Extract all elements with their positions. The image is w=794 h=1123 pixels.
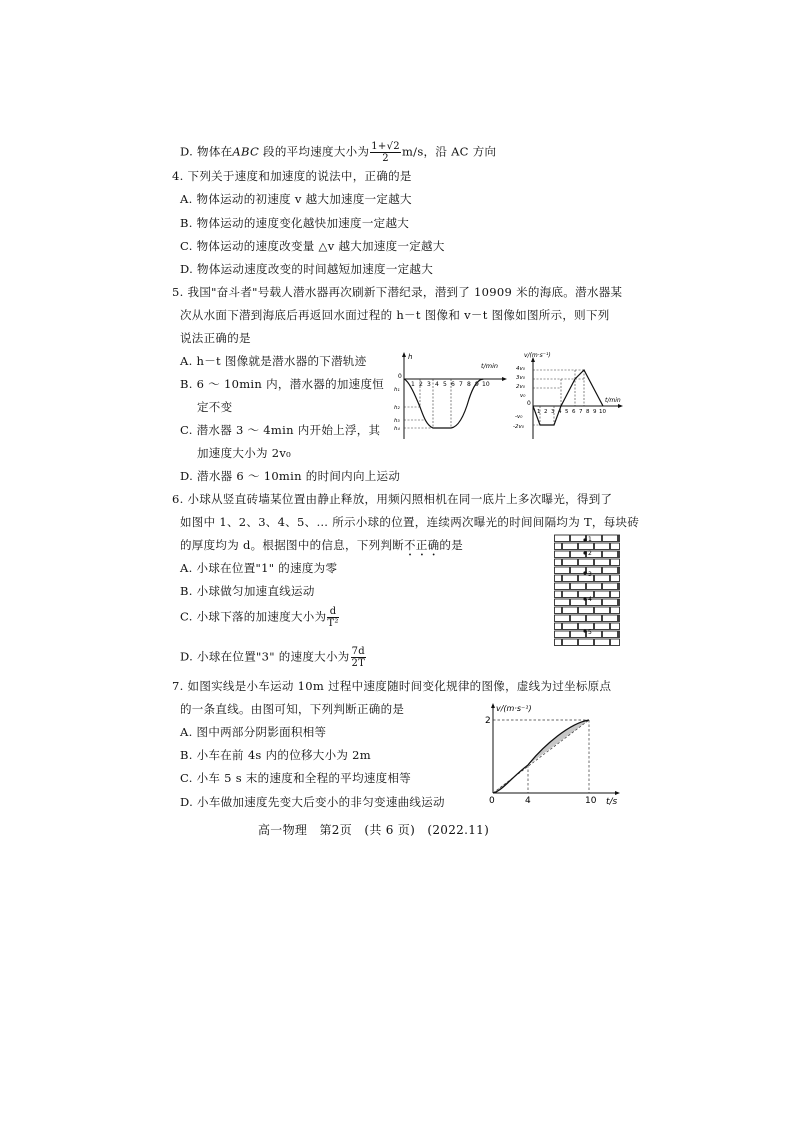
q7-dashed-line (493, 720, 589, 793)
q6-stem-line2: 如图中 1、2、3、4、5、… 所示小球的位置，连续两次曝光的时间间隔均为 T，每块砖 (180, 515, 640, 529)
brick (555, 623, 562, 630)
vt-t-axis-label: t/min (605, 397, 621, 404)
brick (555, 631, 570, 638)
ball-label-5: 5 (588, 629, 592, 636)
q5-option-c: C. 潜水器 3 ～ 4min 内开始上浮，其 (180, 423, 381, 437)
q4-stem: 4. 下列关于速度和加速度的说法中，正确的是 (172, 169, 412, 183)
q5-option-a: A. h－t 图像就是潜水器的下潜轨迹 (180, 354, 367, 368)
ball-label-1: 1 (588, 536, 592, 543)
brick (563, 543, 578, 550)
brick (587, 583, 602, 590)
brick-wall (555, 535, 620, 646)
brick (611, 639, 620, 646)
q4-option-b: B. 物体运动的速度变化越快加速度一定越大 (180, 216, 410, 230)
vt-label-neg-v0: -v₀ (515, 414, 523, 420)
brick (555, 583, 570, 590)
vt-label-neg-2v0: -2v₀ (513, 424, 524, 430)
q6-d-fraction: $\frac{7d}{2T}$ (351, 646, 366, 669)
ht-origin: 0 (398, 373, 402, 380)
ht-label-h3: h₃ (394, 418, 400, 424)
vt-tick-4: 4 (558, 409, 562, 415)
ball-position-1 (583, 538, 586, 541)
q5-stem-line3: 说法正确的是 (180, 331, 251, 345)
brick (571, 535, 586, 542)
ball-position-2 (583, 551, 586, 554)
brick (595, 639, 610, 646)
brick (555, 591, 562, 598)
brick (611, 575, 620, 582)
brick (579, 607, 594, 614)
brick (603, 551, 618, 558)
brick (555, 607, 562, 614)
brick (619, 631, 620, 638)
vt-curve (533, 370, 603, 425)
brick (571, 631, 586, 638)
brick (611, 623, 620, 630)
q5-option-b-cont: 定不变 (197, 400, 233, 414)
brick (563, 559, 578, 566)
brick (619, 551, 620, 558)
brick (555, 551, 570, 558)
brick-wall-figure (553, 533, 623, 649)
q7-v-tick-2: 2 (485, 716, 491, 726)
vt-tick-6: 6 (572, 409, 576, 415)
brick (611, 607, 620, 614)
brick (563, 607, 578, 614)
brick (571, 599, 586, 606)
q7-vt-graph (482, 701, 630, 807)
brick (555, 535, 570, 542)
vt-tick-3: 3 (551, 409, 555, 415)
q7-option-d: D. 小车做加速度先变大后变小的非匀变速曲线运动 (180, 795, 445, 809)
q6-stem-line3: 的厚度均为 d。根据图中的信息，下列判断不正确的是 (180, 538, 464, 552)
ht-h-axis-label: h (408, 353, 413, 361)
q6-option-c: C. 小球下落的加速度大小为 $\frac{d}{\text{T²}}$ (180, 606, 339, 629)
q3-fraction: $\frac{1+√2}{2}$ (371, 141, 400, 164)
brick (579, 639, 594, 646)
q7-option-a: A. 图中两部分阴影面积相等 (180, 725, 327, 739)
brick (611, 559, 620, 566)
vt-label-3v0: 3v₀ (516, 375, 525, 381)
brick (611, 591, 620, 598)
q6-option-a: A. 小球在位置"1" 的速度为零 (180, 561, 338, 575)
brick (595, 623, 610, 630)
q7-option-b: B. 小车在前 4s 内的位移大小为 2m (180, 748, 371, 762)
ht-graph (393, 351, 511, 443)
brick (603, 567, 618, 574)
ht-tick-6: 6 (451, 381, 455, 388)
q7-t-axis-label: t/s (606, 797, 618, 807)
brick (587, 615, 602, 622)
brick (595, 559, 610, 566)
ball-label-2: 2 (588, 550, 592, 557)
q7-t-tick-4: 4 (525, 796, 531, 806)
brick (555, 575, 562, 582)
brick (555, 543, 562, 550)
brick (579, 543, 594, 550)
q5-stem-line1: 5. 我国"奋斗者"号载人潜水器再次刷新下潜纪录，潜到了 10909 米的海底。潜水器某 (172, 285, 623, 299)
ht-tick-10: 10 (482, 381, 490, 388)
ht-tick-1: 1 (411, 381, 415, 388)
ball-label-3: 3 (588, 571, 592, 578)
brick (619, 567, 620, 574)
brick (619, 599, 620, 606)
brick (595, 591, 610, 598)
vt-tick-10: 10 (599, 409, 606, 415)
q6-option-b: B. 小球做匀加速直线运动 (180, 584, 315, 598)
ball-position-5 (583, 629, 586, 632)
vt-label-v0: v₀ (520, 393, 526, 399)
q7-origin: 0 (489, 796, 495, 806)
vt-tick-9: 9 (593, 409, 597, 415)
brick (619, 535, 620, 542)
q7-stem-line2: 的一条直线。由图可知，下列判断正确的是 (180, 702, 405, 716)
brick (571, 551, 586, 558)
q7-v-axis-label: v/(m·s⁻¹) (496, 704, 532, 713)
vt-origin: 0 (527, 400, 531, 407)
brick (563, 639, 578, 646)
vt-graph (513, 351, 628, 443)
q7-t-tick-10: 10 (585, 796, 597, 806)
brick (611, 543, 620, 550)
q4-option-c: C. 物体运动的速度改变量 △v 越大加速度一定越大 (180, 239, 445, 253)
ht-tick-4: 4 (435, 381, 439, 388)
brick (563, 575, 578, 582)
brick (595, 607, 610, 614)
brick (603, 583, 618, 590)
q5-option-d: D. 潜水器 6 ～ 10min 的时间内向上运动 (180, 469, 401, 483)
brick (579, 559, 594, 566)
ball-position-4 (583, 597, 586, 600)
brick (603, 599, 618, 606)
q7-option-c: C. 小车 5 s 末的速度和全程的平均速度相等 (180, 771, 412, 785)
vt-label-4v0: 4v₀ (516, 366, 525, 372)
q4-option-d: D. 物体运动速度改变的时间越短加速度一定越大 (180, 262, 434, 276)
brick (571, 567, 586, 574)
ht-t-axis-label: t/min (481, 362, 498, 370)
vt-v-axis-label: v/(m·s⁻¹) (524, 352, 551, 359)
brick (563, 591, 578, 598)
brick (571, 583, 586, 590)
brick (555, 615, 570, 622)
ht-label-h4: h₄ (394, 426, 400, 432)
q6-option-d: D. 小球在位置"3" 的速度大小为 $\frac{7d}{2T}$ (180, 646, 366, 669)
ht-tick-8: 8 (467, 381, 471, 388)
brick (555, 639, 562, 646)
q6-stem-line1: 6. 小球从竖直砖墙某位置由静止释放，用频闪照相机在同一底片上多次曝光，得到了 (172, 492, 613, 506)
ht-tick-9: 9 (475, 381, 479, 388)
brick (595, 543, 610, 550)
ht-tick-7: 7 (459, 381, 463, 388)
ht-label-h1: h₁ (394, 387, 400, 393)
ht-tick-2: 2 (419, 381, 423, 388)
vt-tick-5: 5 (565, 409, 569, 415)
brick (555, 567, 570, 574)
q5-stem-line2: 次从水面下潜到海底后再返回水面过程的 h－t 图像和 v－t 图像如图所示，则下列 (180, 308, 610, 322)
vt-label-2v0: 2v₀ (516, 384, 525, 390)
ball-label-4: 4 (588, 596, 592, 603)
q6-not-correct-emphasis: 不正确 (404, 538, 440, 552)
brick (603, 631, 618, 638)
q5-option-b: B. 6 ～ 10min 内，潜水器的加速度恒 (180, 377, 385, 391)
q5-option-c-cont: 加速度大小为 2v₀ (197, 446, 292, 460)
ht-tick-5: 5 (443, 381, 447, 388)
brick (563, 623, 578, 630)
vt-tick-2: 2 (544, 409, 548, 415)
vt-tick-1: 1 (537, 409, 541, 415)
q7-stem-line1: 7. 如图实线是小车运动 10m 过程中速度随时间变化规律的图像，虚线为过坐标原点 (172, 679, 612, 693)
ht-label-h2: h₂ (394, 405, 400, 411)
brick (555, 599, 570, 606)
vt-tick-7: 7 (579, 409, 583, 415)
vt-tick-8: 8 (586, 409, 590, 415)
ht-tick-3: 3 (427, 381, 431, 388)
brick (595, 575, 610, 582)
page-footer: 高一物理 第2页 (共 6 页) (2022.11) (258, 823, 490, 837)
ball-position-3 (583, 571, 586, 574)
brick (555, 559, 562, 566)
brick (619, 583, 620, 590)
brick (619, 615, 620, 622)
q3-option-d: D. 物体在ABC 段的平均速度大小为 $\frac{1+√2}{2}$ m/s，沿 AC 方向 (180, 141, 497, 164)
q4-option-a: A. 物体运动的初速度 v 越大加速度一定越大 (180, 192, 412, 206)
brick (571, 615, 586, 622)
q6-c-fraction: $\frac{d}{\text{T²}}$ (327, 606, 339, 629)
brick (603, 535, 618, 542)
brick (603, 615, 618, 622)
